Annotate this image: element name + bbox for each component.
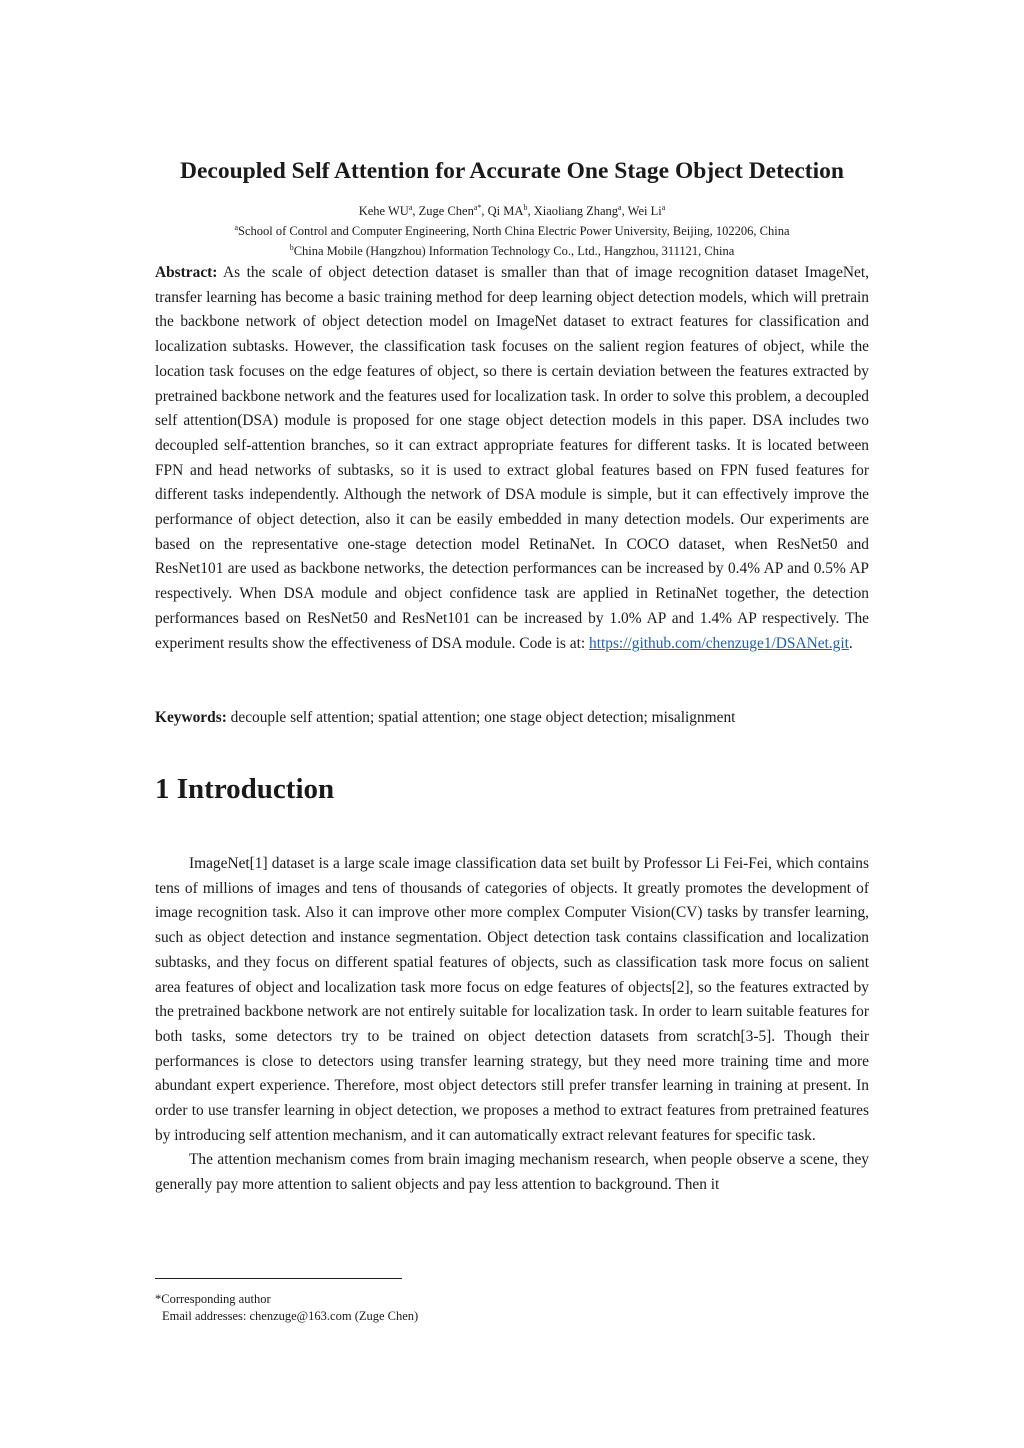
paragraph: ImageNet[1] dataset is a large scale image classification data set built by Professor Li Fei-Fei, which contains tens of millions of images and tens of thousands of categories of objects. It greatly promotes the development of image recognition task. Also it can improve other more complex Computer Vision(CV) tasks by transfer learning, such as object detection and instance segmentation. Object detection task contains classification and localization subtasks, and they focus on different spatial features of objects, such as classification task more focus on salient area features of object and localization task more focus on edge features of objects[2], so the features extracted by the pretrained backbone network are not entirely suitable for localization task. In order to learn suitable features for both tasks, some detectors try to be trained on object detection datasets from scratch[3-5]. Though their performances is close to detectors using transfer learning strategy, but they need more training time and more abundant expert experience. Therefore, most object detectors still prefer transfer learning in training at present. In order to use transfer learning in object detection, we proposes a method to extract features from pretrained features by introducing self attention mechanism, and it can automatically extract relevant features for specific task. (155, 855, 869, 1144)
paper-title: Decoupled Self Attention for Accurate One Stage Object Detection (180, 158, 844, 184)
author-affiliation-mark: a* (473, 202, 482, 212)
author: Xiaoliang Zhang (533, 204, 619, 218)
affiliation-text: China Mobile (Hangzhou) Information Technology Co., Ltd., Hangzhou, 311121, China (293, 244, 735, 258)
keywords-text: decouple self attention; spatial attention; one stage object detection; misalignment (226, 709, 736, 726)
abstract-end: . (848, 634, 853, 652)
abstract-text: As the scale of object detection dataset is smaller than that of image recognition dataset ImageNet, transfer learning has become a basic training method for deep learning object detection models, which will pretrain the backbone network of object detection model on ImageNet dataset to extract features for classification and localization subtasks. However, the classification task focuses on the salient region features of object, while the location task focuses on the edge features of object, so there is certain deviation between the features extracted by pretrained backbone network and the features used for localization task. In order to solve this problem, a decoupled self attention(DSA) module is proposed for one stage object detection models in this paper. DSA includes two decoupled self-attention branches, so it can extract appropriate features for different tasks. It is located between FPN and head networks of subtasks, so it is used to extract global features based on FPN fused features for different tasks independently. Although the network of DSA module is simple, but it can effectively improve the performance of object detection, also it can be easily embedded in many detection models. Our experiments are based on the representative one-stage detection model RetinaNet. In COCO dataset, when ResNet50 and ResNet101 are used as backbone networks, the detection performances can be increased by 0.4% AP and 0.5% AP respectively. When DSA module and object confidence task are applied in RetinaNet together, the detection performances based on ResNet50 and ResNet101 can be increased by 1.0% AP and 1.4% AP respectively. The experiment results show the effectiveness of DSA module. Code is at: (155, 264, 869, 652)
footnote-corresponding: *Corresponding author (155, 1292, 271, 1306)
author: Zuge Chen (418, 204, 474, 218)
affiliation-mark: a (234, 222, 238, 232)
abstract (155, 261, 869, 656)
author-affiliation-mark: a (618, 202, 622, 212)
author: Wei Li (627, 204, 662, 218)
author-list: Kehe $WU^a$, Zuge Chen$^{a*}$, Qi $MA^b$, Xiaoliang Zhang$^a$, Wei Li$^a$ (358, 202, 666, 218)
author: Kehe WU (358, 204, 409, 218)
footnote-divider (155, 1278, 402, 1279)
section-title-introduction: 1 Introduction (155, 773, 335, 805)
affiliation-a (0, 224, 1024, 239)
keywords-label: Keywords: (155, 709, 227, 726)
affiliation-mark: b (289, 242, 294, 252)
author-affiliation-mark: a (408, 202, 413, 212)
author-affiliation-mark: a (661, 202, 666, 212)
footnote-email: Email addresses: chenzuge@163.com (Zuge Chen) (162, 1309, 419, 1323)
abstract-label: Abstract: (155, 264, 218, 281)
affiliation-text: School of Control and Computer Engineering, North China Electric Power University, Beijing, 102206, China (238, 224, 790, 238)
code-link[interactable]: https://github.com/chenzuge1/DSANet.git (589, 634, 849, 652)
affiliation-b (0, 244, 1024, 259)
introduction-body (155, 852, 869, 1198)
paragraph: The attention mechanism comes from brain imaging mechanism research, when people observe a scene, they generally pay more attention to salient objects and pay less attention to background. Then it (155, 1151, 869, 1194)
author: Qi MA (487, 204, 524, 218)
author-affiliation-mark: b (523, 202, 528, 212)
keywords (155, 706, 869, 731)
